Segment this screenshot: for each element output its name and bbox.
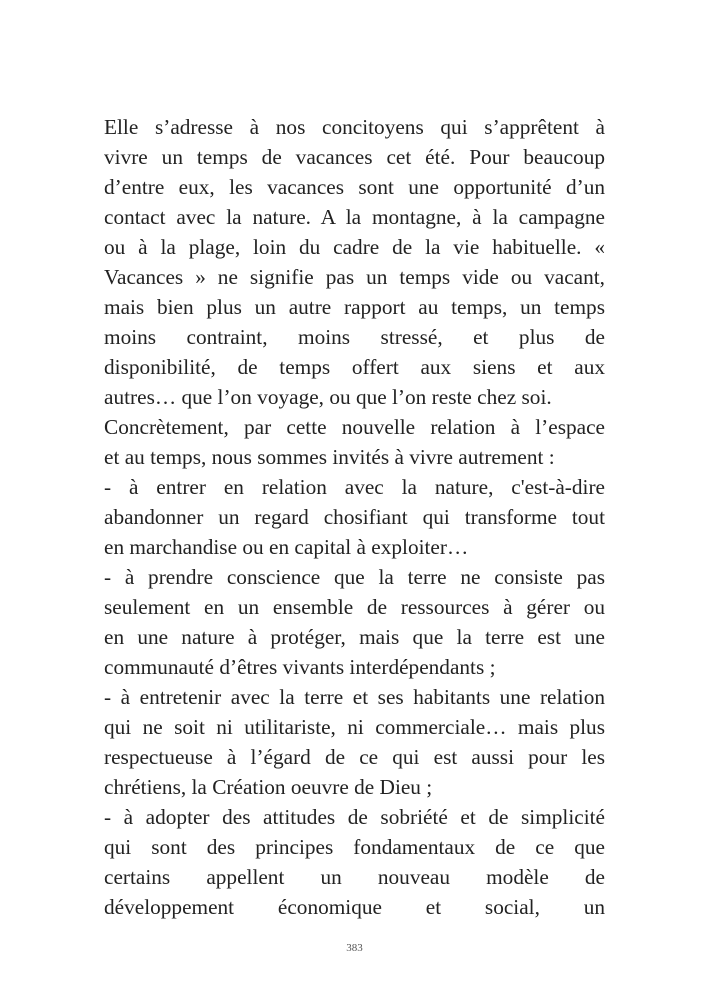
text-line: - à entretenir avec la terre et ses habitants une relation xyxy=(104,685,605,709)
text-line: ou à la plage, loin du cadre de la vie habituelle. « xyxy=(104,235,605,259)
text-line: contact avec la nature. A la montagne, à la campagne xyxy=(104,205,605,229)
text-line: abandonner un regard chosifiant qui transforme tout xyxy=(104,505,605,529)
text-line: d’entre eux, les vacances sont une opportunité d’un xyxy=(104,175,605,199)
text-line: Elle s’adresse à nos concitoyens qui s’apprêtent à xyxy=(104,115,605,139)
text-line: - à prendre conscience que la terre ne consiste pas xyxy=(104,565,605,589)
text-line: - à entrer en relation avec la nature, c'est-à-dire xyxy=(104,475,605,499)
text-line: qui sont des principes fondamentaux de ce que xyxy=(104,835,605,859)
text-line: qui ne soit ni utilitariste, ni commerciale… mais plus xyxy=(104,715,605,739)
page-number: 383 xyxy=(346,942,363,954)
text-line: - à adopter des attitudes de sobriété et de simplicité xyxy=(104,805,605,829)
text-line: respectueuse à l’égard de ce qui est aussi pour les xyxy=(104,745,605,769)
text-line: Concrètement, par cette nouvelle relation à l’espace xyxy=(104,415,605,439)
text-line: mais bien plus un autre rapport au temps, un temps xyxy=(104,295,605,319)
text-line: moins contraint, moins stressé, et plus de xyxy=(104,325,605,349)
text-line: développement économique et social, un xyxy=(104,895,605,919)
text-line: disponibilité, de temps offert aux siens et aux xyxy=(104,355,605,379)
text-line: seulement en un ensemble de ressources à gérer ou xyxy=(104,595,605,619)
text-line: et au temps, nous sommes invités à vivre autrement : xyxy=(104,445,555,469)
text-line: en marchandise ou en capital à exploiter… xyxy=(104,535,469,559)
text-line: autres… que l’on voyage, ou que l’on reste chez soi. xyxy=(104,385,552,409)
text-line: Vacances » ne signifie pas un temps vide ou vacant, xyxy=(104,265,605,289)
text-line: certains appellent un nouveau modèle de xyxy=(104,865,605,889)
text-line: en une nature à protéger, mais que la terre est une xyxy=(104,625,605,649)
text-line: vivre un temps de vacances cet été. Pour beaucoup xyxy=(104,145,605,169)
body-text xyxy=(104,112,605,922)
text-line: communauté d’êtres vivants interdépendants ; xyxy=(104,655,496,679)
text-line: chrétiens, la Création oeuvre de Dieu ; xyxy=(104,775,433,799)
